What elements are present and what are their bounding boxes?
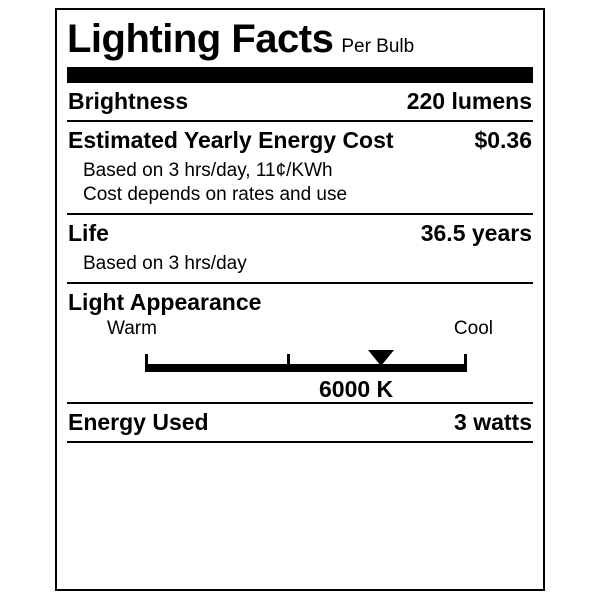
color-temperature-marker-icon xyxy=(368,350,394,366)
energy-used-value: 3 watts xyxy=(454,409,532,435)
appearance-scale-bar xyxy=(145,364,467,372)
energy-used-row xyxy=(65,404,535,441)
lighting-facts-label xyxy=(55,8,545,591)
energy-cost-value: $0.36 xyxy=(474,127,532,153)
title-main-text: Lighting Facts xyxy=(67,17,334,61)
light-appearance-label: Light Appearance xyxy=(68,289,262,315)
label-title xyxy=(65,16,535,62)
label-footer-space xyxy=(65,443,535,513)
life-value: 36.5 years xyxy=(420,220,532,246)
life-note: Based on 3 hrs/day xyxy=(83,253,247,274)
label-content xyxy=(65,16,535,513)
title-sub-text: Per Bulb xyxy=(341,36,415,57)
energy-used-label: Energy Used xyxy=(68,409,209,435)
scale-tick-left xyxy=(145,354,148,364)
life-label: Life xyxy=(68,220,109,246)
appearance-scale xyxy=(65,346,535,402)
brightness-row xyxy=(65,83,535,120)
brightness-value: 220 lumens xyxy=(406,88,532,114)
energy-cost-row xyxy=(65,122,535,159)
energy-cost-note-1: Based on 3 hrs/day, 11¢/KWh xyxy=(83,160,333,181)
cool-label: Cool xyxy=(453,318,493,339)
scale-tick-mid xyxy=(287,354,290,364)
scale-tick-right xyxy=(464,354,467,364)
life-row xyxy=(65,215,535,252)
appearance-scale-labels xyxy=(65,318,535,340)
energy-cost-note-2: Cost depends on rates and use xyxy=(83,184,348,205)
color-temperature-value: 6000 K xyxy=(319,376,394,402)
title-divider-bar xyxy=(67,67,533,83)
warm-label: Warm xyxy=(107,318,157,339)
brightness-label: Brightness xyxy=(68,88,189,114)
energy-cost-label: Estimated Yearly Energy Cost xyxy=(68,127,394,153)
